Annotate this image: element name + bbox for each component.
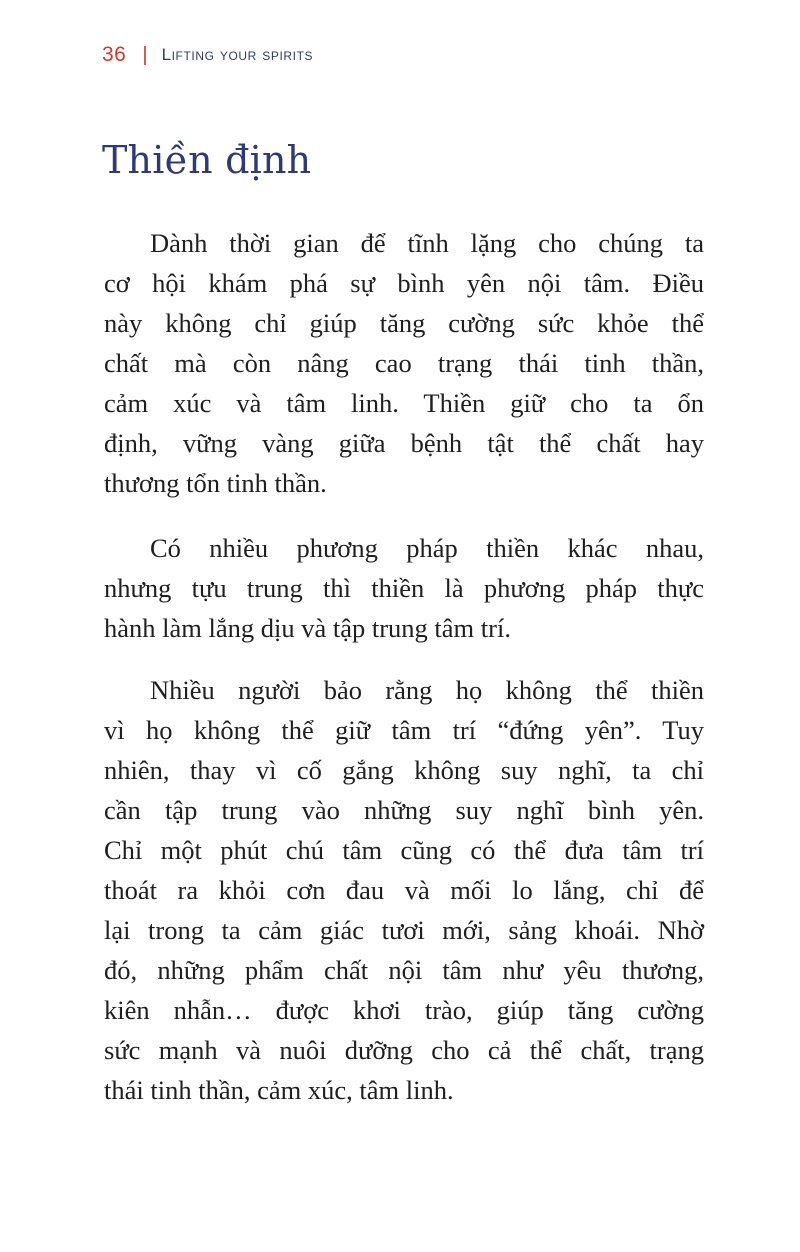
text-line: cần tập trung vào những suy nghĩ bình yên. [104,795,704,825]
text-line: hành làm lắng dịu và tập trung tâm trí. [104,613,511,643]
text-line: Có nhiều phương pháp thiền khác nhau, [150,533,704,563]
text-line: kiên nhẫn… được khơi trào, giúp tăng cường [104,995,704,1025]
text-line: vì họ không thể giữ tâm trí “đứng yên”. Tuy [104,715,704,745]
text-line: Nhiều người bảo rằng họ không thể thiền [150,675,704,705]
page-number: 36 [102,43,127,66]
text-line: thái tinh thần, cảm xúc, tâm linh. [104,1075,454,1105]
text-line: Dành thời gian để tĩnh lặng cho chúng ta [150,228,704,258]
chapter-title: Thiền định [102,138,312,182]
text-line: Chỉ một phút chú tâm cũng có thể đưa tâm trí [104,835,704,865]
text-line: cảm xúc và tâm linh. Thiền giữ cho ta ổn [104,388,704,418]
text-line: cơ hội khám phá sự bình yên nội tâm. Điều [104,268,704,298]
text-line: nhiên, thay vì cố gắng không suy nghĩ, ta chỉ [104,755,704,785]
paragraph-1 [104,223,704,503]
paragraph-2 [104,528,704,648]
text-line: thoát ra khỏi cơn đau và mối lo lắng, chỉ để [104,875,704,905]
text-line: chất mà còn nâng cao trạng thái tinh thần, [104,348,704,378]
text-line: thương tổn tinh thần. [104,468,327,498]
text-line: lại trong ta cảm giác tươi mới, sảng khoái. Nhờ [104,915,704,945]
text-line: định, vững vàng giữa bệnh tật thể chất hay [104,428,704,458]
paragraph-3 [104,670,704,1110]
text-line: đó, những phẩm chất nội tâm như yêu thương, [104,955,704,985]
text-line: sức mạnh và nuôi dưỡng cho cả thể chất, trạng [104,1035,704,1065]
text-line: này không chỉ giúp tăng cường sức khỏe thể [104,308,704,338]
running-header [102,40,313,70]
text-line: nhưng tựu trung thì thiền là phương pháp thực [104,573,704,603]
header-divider: | [142,43,148,66]
running-title: Lifting your spirits [161,45,314,64]
